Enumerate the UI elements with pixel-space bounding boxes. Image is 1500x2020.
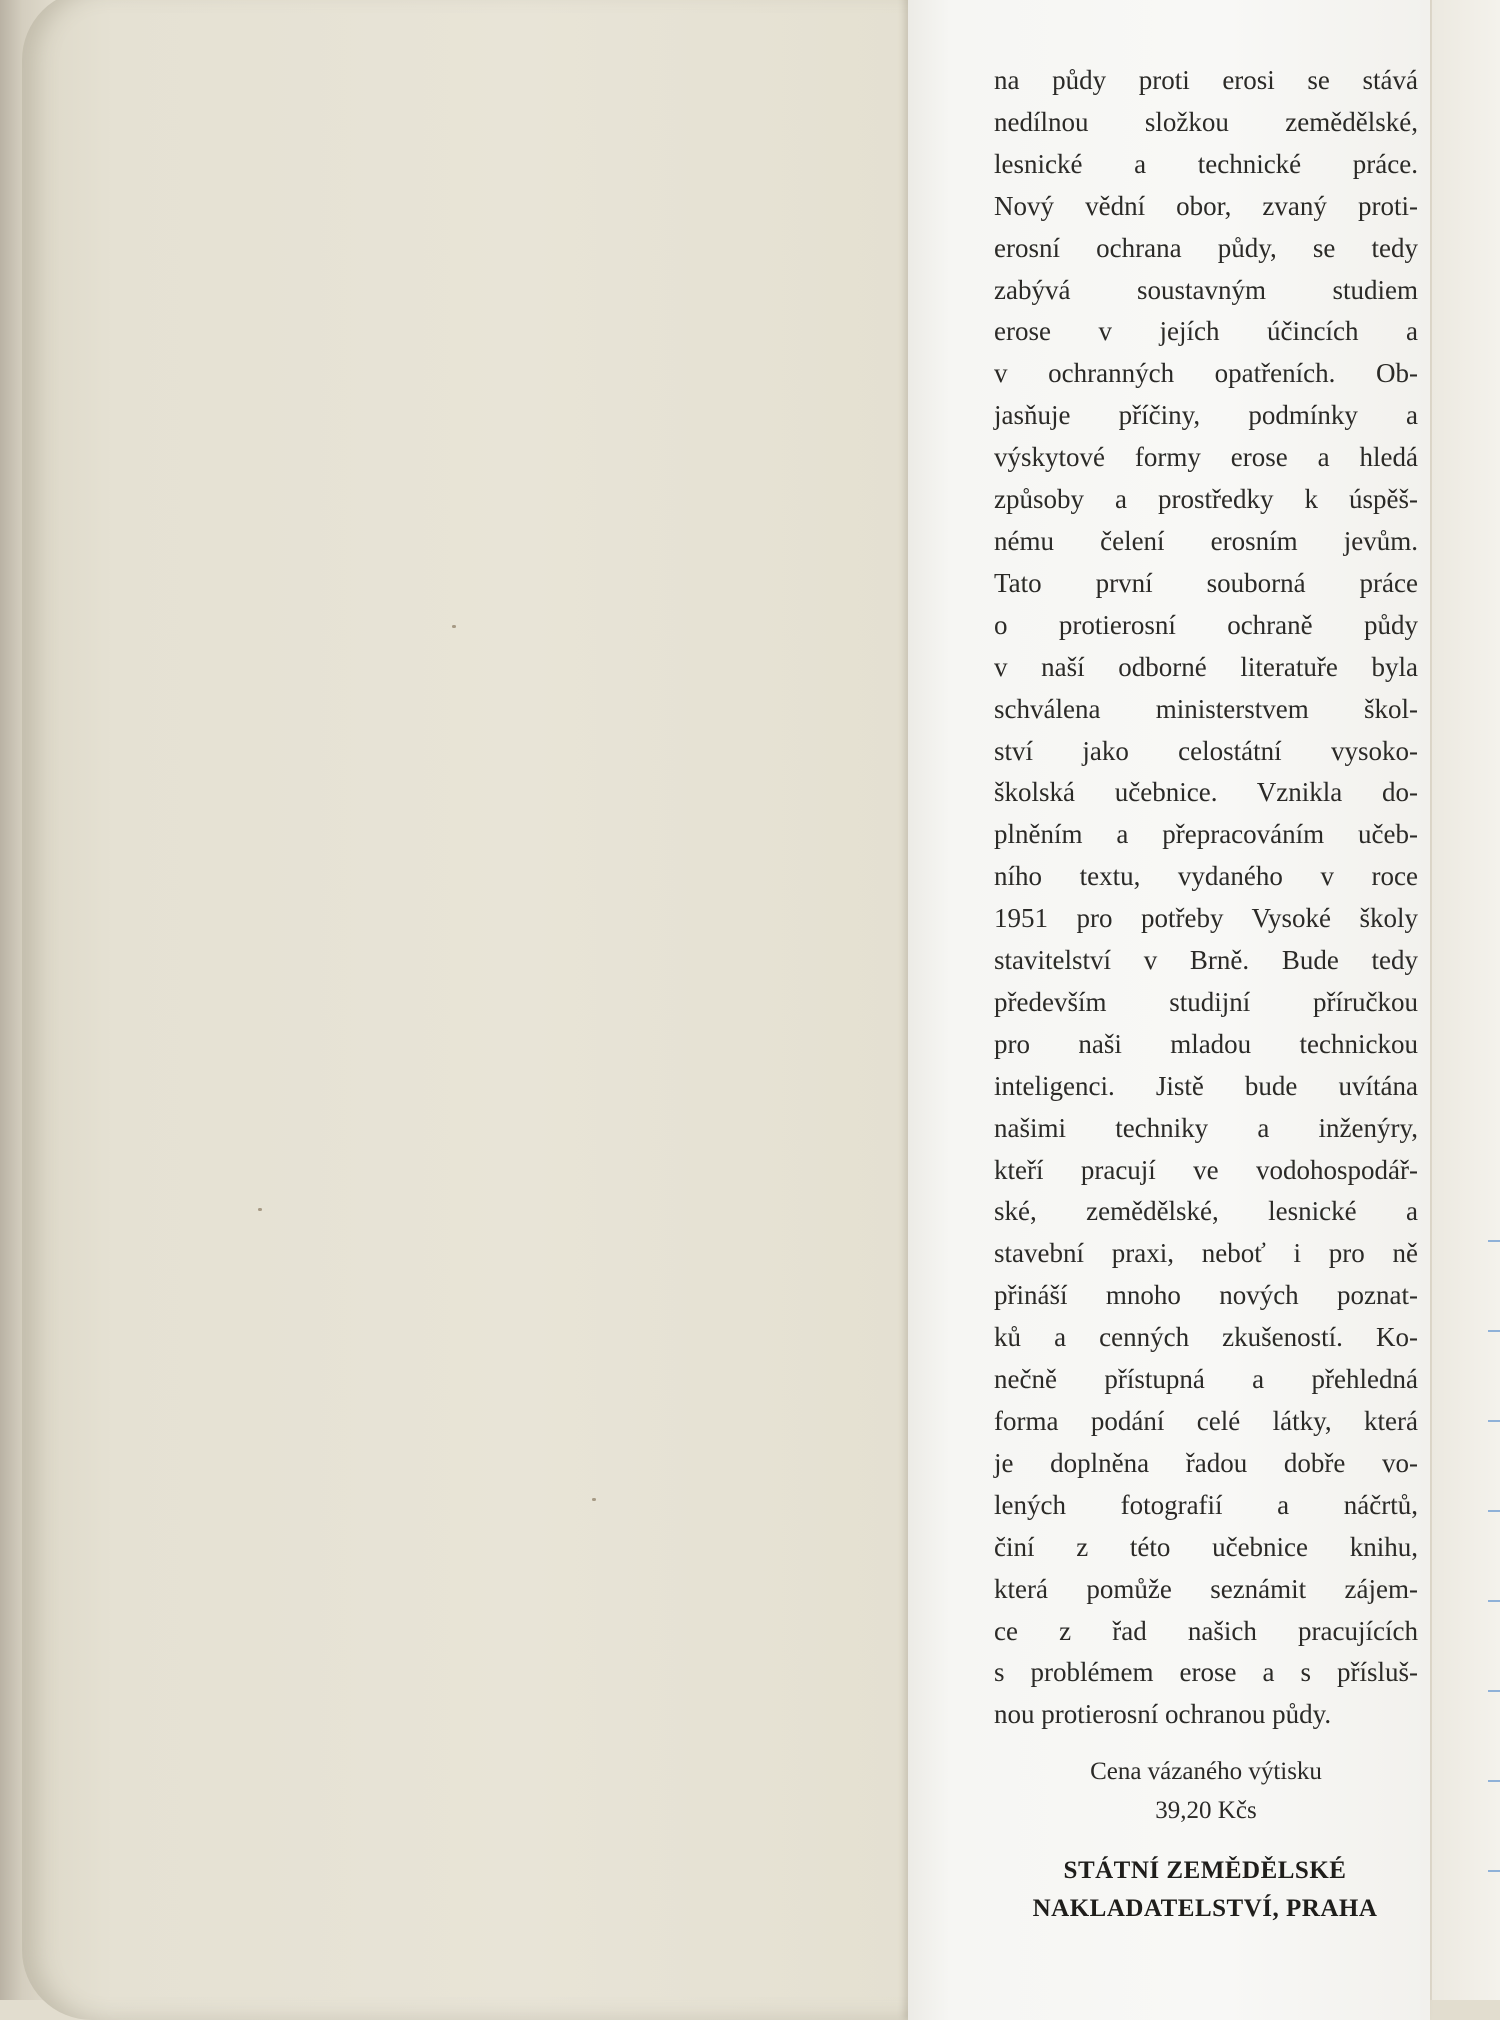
blurb-line: nému čelení erosním jevům. [994,525,1418,556]
price-amount: 39,20 Kčs [1155,1797,1257,1824]
blank-endpaper [22,0,932,2020]
paper-speck [592,1498,596,1501]
blurb-line: našimi techniky a inženýry, [994,1112,1418,1143]
blurb-line: ství jako celostátní vysoko- [994,735,1418,766]
blurb-line: plněním a přepracováním učeb- [994,819,1418,850]
blurb-line: na půdy proti erosi se stává [994,65,1418,95]
notebook-rule-line [1488,1870,1500,1872]
price-block [994,1752,1418,1830]
blurb-line: stavitelství v Brně. Bude tedy [994,945,1418,976]
blurb-line: Tato první souborná práce [994,567,1418,598]
blurb-line: činí z této učebnice knihu, [994,1531,1418,1562]
blurb-line: lených fotografií a náčrtů, [994,1489,1418,1520]
blurb-line: především studijní příručkou [994,986,1418,1017]
blurb-line: výskytové formy erose a hledá [994,442,1418,473]
blurb-line: ního textu, vydaného v roce [994,861,1418,892]
blurb-line: ků a cenných zkušeností. Ko- [994,1322,1418,1353]
notebook-rule-line [1488,1510,1500,1512]
flap-blurb-text [994,60,1418,1736]
blurb-line: která pomůže seznámit zájem- [994,1573,1418,1604]
notebook-rule-line [1488,1780,1500,1782]
paper-speck [452,625,456,628]
notebook-page-edge [1432,0,1500,2000]
blurb-line: přináší mnoho nových poznat- [994,1280,1418,1311]
blurb-line: zabývá soustavným studiem [994,274,1418,305]
blurb-line: lesnické a technické práce. [994,148,1418,179]
blurb-line: ce z řad našich pracujících [994,1615,1418,1646]
blurb-line: erose v jejích účincích a [994,316,1418,347]
blurb-line: forma podání celé látky, která [994,1406,1418,1436]
blurb-line: erosní ochrana půdy, se tedy [994,232,1418,263]
price-label: Cena vázaného výtisku [1090,1758,1322,1785]
notebook-rule-line [1488,1330,1500,1332]
blurb-line: schválena ministerstvem škol- [994,693,1418,724]
notebook-rule-line [1488,1600,1500,1602]
blurb-line: nečně přístupná a přehledná [994,1364,1418,1395]
blurb-line: ské, zemědělské, lesnické a [994,1196,1418,1227]
notebook-rule-line [1488,1420,1500,1422]
publisher-line-2: NAKLADATELSTVÍ, PRAHA [1032,1895,1378,1922]
blurb-line: 1951 pro potřeby Vysoké školy [994,903,1418,934]
notebook-rule-line [1488,1240,1500,1242]
paper-speck [258,1208,262,1211]
blurb-line: kteří pracují ve vodohospodář- [994,1154,1418,1185]
blurb-line: s problémem erose a s přísluš- [994,1657,1418,1688]
blurb-line: nedílnou složkou zemědělské, [994,106,1418,137]
blurb-line: školská učebnice. Vznikla do- [994,777,1418,808]
blurb-line: nou protierosní ochranou půdy. [994,1699,1332,1730]
publisher-imprint [990,1852,1420,1928]
publisher-line-1: STÁTNÍ ZEMĚDĚLSKÉ [1063,1857,1347,1884]
blurb-line: je doplněna řadou dobře vo- [994,1447,1418,1478]
blurb-line: v ochranných opatřeních. Ob- [994,358,1418,389]
blurb-line: stavební praxi, neboť i pro ně [994,1238,1418,1269]
blurb-line: Nový vědní obor, zvaný proti- [994,190,1418,221]
blurb-line: jasňuje příčiny, podmínky a [994,400,1418,431]
blurb-line: o protierosní ochraně půdy [994,609,1418,640]
blurb-line: v naší odborné literatuře byla [994,651,1418,682]
blurb-line: pro naši mladou technickou [994,1028,1418,1059]
blurb-line: způsoby a prostředky k úspěš- [994,484,1418,515]
notebook-rule-line [1488,1690,1500,1692]
blurb-line: inteligenci. Jistě bude uvítána [994,1070,1418,1101]
